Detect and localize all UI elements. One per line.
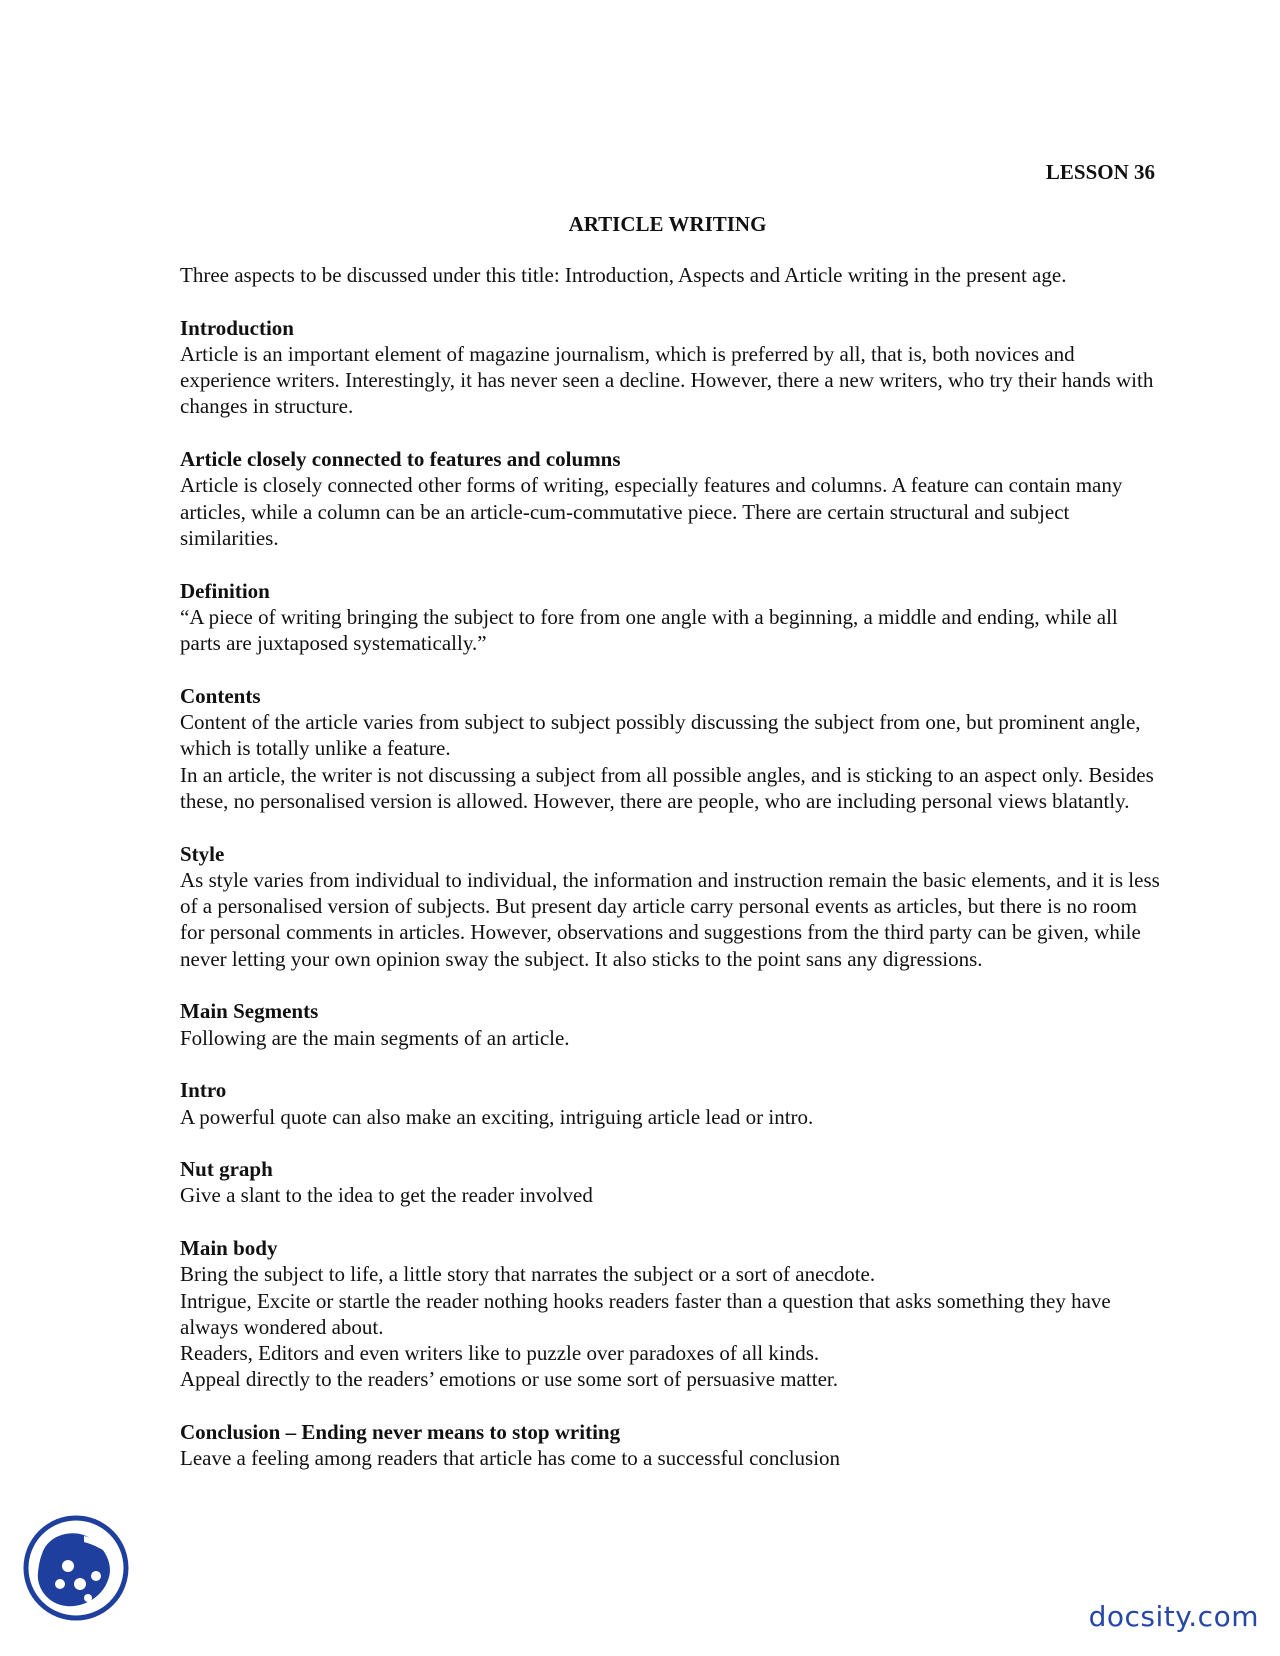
section-paragraph: Content of the article varies from subject to subject possibly discussing the subject from one, but prominent angle, which is totally unlike a feature. [180,710,1141,761]
section-introduction [180,315,1160,420]
section-paragraph: Article is an important element of magazine journalism, which is preferred by all, that is, both novices and experience writers. Interestingly, it has never seen a decline. However, there a new writers, who try their hands with changes in structure. [180,341,1154,419]
section-heading: Style [180,841,225,866]
section-contents [180,683,1160,814]
document-body [180,262,1160,1498]
section-article-connected [180,446,1160,551]
section-main-segments [180,998,1160,1051]
section-paragraph: Readers, Editors and even writers like to puzzle over paradoxes of all kinds. [180,1341,820,1366]
intro-line: Three aspects to be discussed under this title: Introduction, Aspects and Article writing in the present age. [180,263,1067,287]
section-definition [180,578,1160,657]
section-paragraph: A powerful quote can also make an exciting, intriguing article lead or intro. [180,1104,814,1129]
section-style [180,841,1160,972]
section-paragraph: Give a slant to the idea to get the reader involved [180,1183,593,1208]
section-main-body [180,1235,1160,1393]
docsity-brand-link[interactable]: docsity.com [1088,1600,1259,1633]
section-heading: Introduction [180,315,294,340]
section-heading: Nut graph [180,1157,273,1182]
section-paragraph: Following are the main segments of an article. [180,1025,570,1050]
section-heading: Main body [180,1235,278,1260]
section-intro [180,1077,1160,1130]
section-paragraph: Article is closely connected other forms of writing, especially features and columns. A feature can contain many articles, while a column can be an article-cum-commutative piece. There are certain structural and subject similarities. [180,473,1123,550]
section-heading: Contents [180,683,261,708]
section-heading: Article closely connected to features and columns [180,447,621,472]
section-heading: Intro [180,1078,227,1103]
lesson-label: LESSON 36 [1045,160,1155,184]
section-nut-graph [180,1156,1160,1209]
section-paragraph: Intrigue, Excite or startle the reader nothing hooks readers faster than a question that asks something they have always wondered about. [180,1288,1111,1339]
section-heading: Conclusion – Ending never means to stop writing [180,1420,621,1445]
section-heading: Definition [180,578,270,603]
section-paragraph: “A piece of writing bringing the subject to fore from one angle with a beginning, a middle and ending, while all parts are juxtaposed systematically.” [180,604,1118,656]
section-paragraph: Leave a feeling among readers that article has come to a successful conclusion [180,1446,841,1471]
docsity-logo-icon[interactable] [22,1514,130,1622]
section-paragraph: As style varies from individual to individual, the information and instruction remain the basic elements, and it is less of a personalised version of subjects. But present day article carry personal events as articles, but there is no room for personal comments in articles. However, observations and suggestions from the third party can be given, while never letting your own opinion sway the subject. It also sticks to the point sans any digressions. [180,867,1160,971]
document-title: ARTICLE WRITING [568,212,767,236]
section-paragraph: Bring the subject to life, a little story that narrates the subject or a sort of anecdote. [180,1262,876,1287]
section-paragraph: In an article, the writer is not discussing a subject from all possible angles, and is sticking to an aspect only. Besides these, no personalised version is allowed. However, there are people, who are including personal views blatantly. [180,762,1154,813]
section-conclusion [180,1419,1160,1472]
section-paragraph: Appeal directly to the readers’ emotions or use some sort of persuasive matter. [180,1367,838,1392]
section-heading: Main Segments [180,999,319,1024]
